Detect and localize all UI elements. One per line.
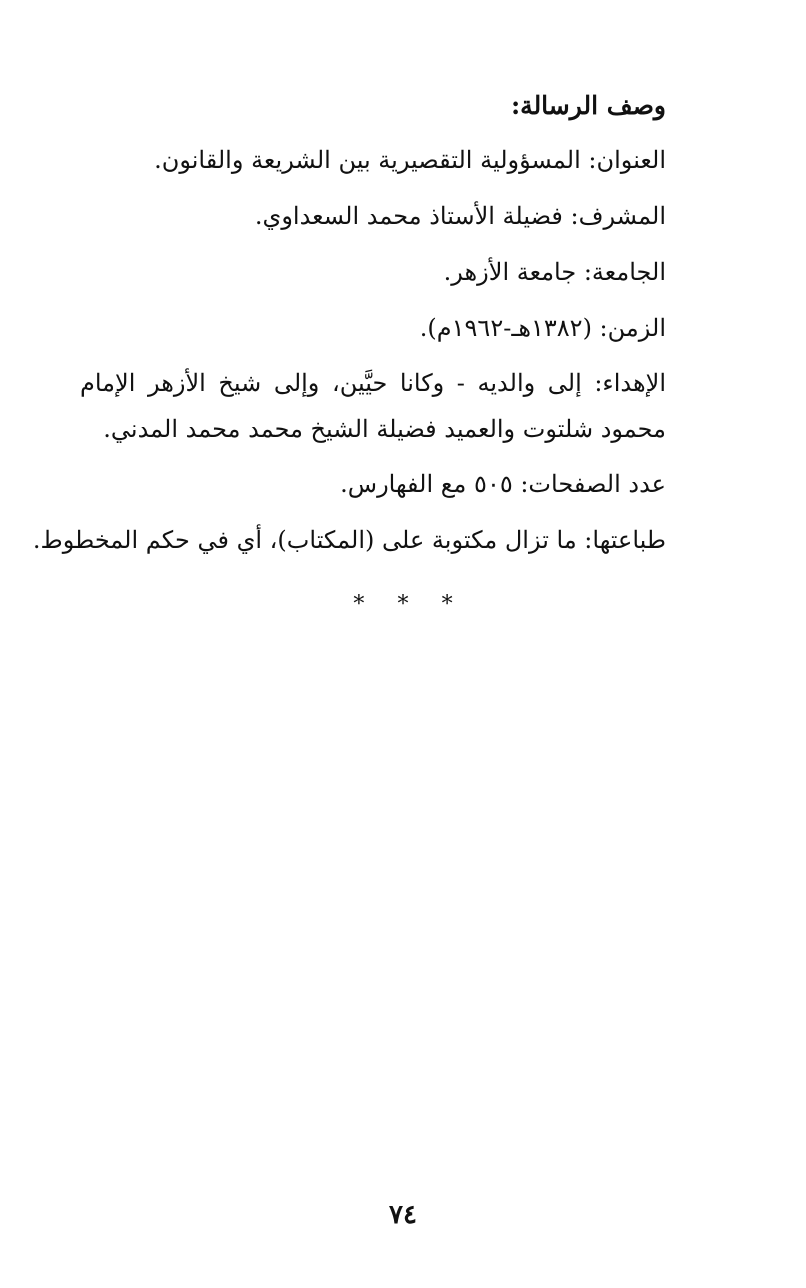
separator-star: * [441,592,453,617]
section-heading: وصف الرسالة: [510,91,666,120]
separator-star: * [397,592,409,617]
section-separator [0,592,806,617]
separator-star: * [353,592,365,617]
field-title: العنوان: المسؤولية التقصيرية بين الشريعة والقانون. [154,146,666,174]
field-page-count: عدد الصفحات: ٥٠٥ مع الفهارس. [340,470,666,498]
page-number: ٧٤ [389,1200,417,1230]
field-printing: طباعتها: ما تزال مكتوبة على (المكتاب)، أي في حكم المخطوط. [32,526,666,554]
field-dedication: الإهداء: إلى والديه - وكانا حيَّين، وإلى شيخ الأزهر الإمام محمود شلتوت والعميد فضيلة الشيخ محمد محمد المدني. [80,369,666,443]
field-supervisor: المشرف: فضيلة الأستاذ محمد السعداوي. [254,202,666,230]
field-university: الجامعة: جامعة الأزهر. [443,258,666,286]
field-time: الزمن: (١٣٨٢هـ-١٩٦٢م). [419,314,666,342]
